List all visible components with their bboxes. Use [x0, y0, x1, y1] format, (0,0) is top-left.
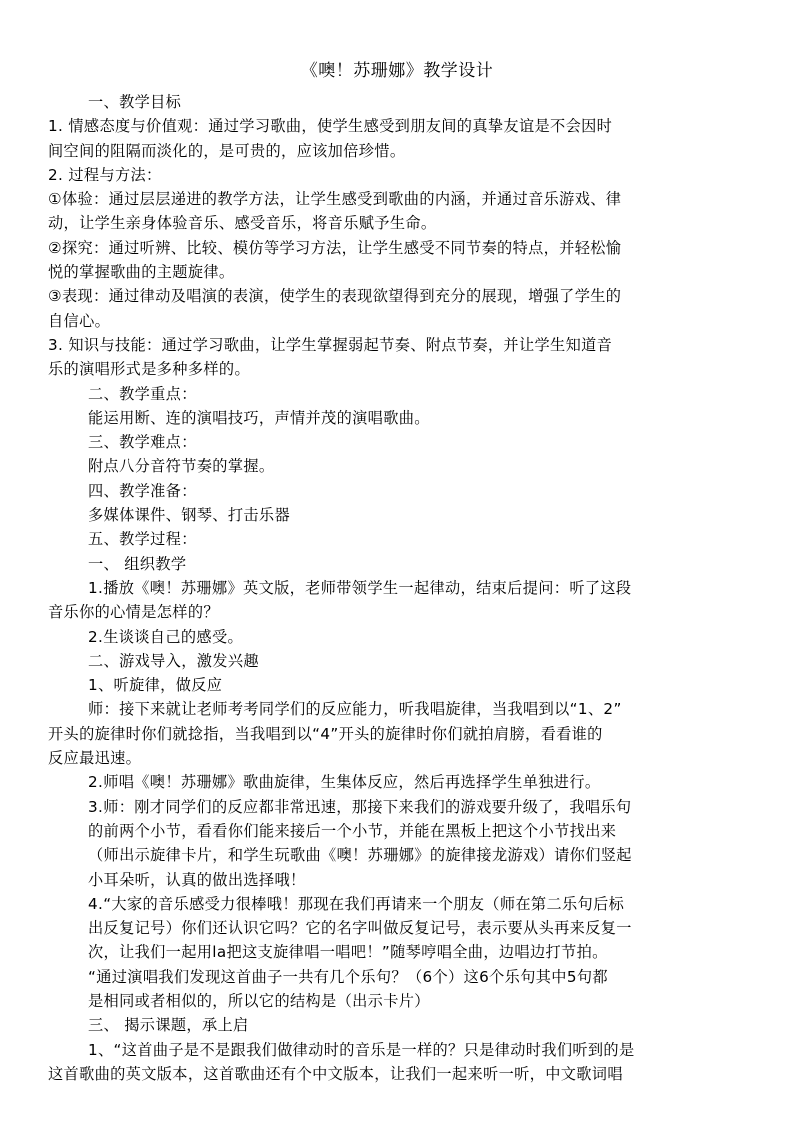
document-line: 3.师：刚才同学们的反应都非常迅速，那接下来我们的游戏要升级了，我唱乐句: [88, 797, 632, 816]
document-line: 是相同或者相似的，所以它的结构是（出示卡片）: [88, 991, 430, 1010]
document-line: 这首歌曲的英文版本，这首歌曲还有个中文版本，让我们一起来听一听，中文歌词唱: [48, 1064, 623, 1083]
document-line: 三、教学难点：: [88, 433, 197, 452]
document-line: 动，让学生亲身体验音乐、感受音乐，将音乐赋予生命。: [48, 214, 437, 233]
document-line: ①体验：通过层层递进的教学方法，让学生感受到歌曲的内涵，并通过音乐游戏、律: [48, 190, 622, 209]
document-title: 《噢！苏珊娜》教学设计: [300, 61, 494, 81]
document-line: 出反复记号）你们还认识它吗？它的名字叫做反复记号，表示要从头再来反复一: [88, 919, 632, 938]
document-line: 三、 揭示课题，承上启: [88, 1016, 249, 1035]
document-line: 1、听旋律，做反应: [88, 676, 223, 695]
document-line: 间空间的阻隔而淡化的，是可贵的，应该加倍珍惜。: [48, 141, 406, 160]
document-line: 开头的旋律时你们就捻指，当我唱到以“4”开头的旋律时你们就拍肩膀，看看谁的: [48, 724, 603, 743]
document-line: 2. 过程与方法：: [48, 165, 162, 184]
document-line: 1、“这首曲子是不是跟我们做律动时的音乐是一样的？只是律动时我们听到的是: [88, 1040, 635, 1059]
document-line: 附点八分音符节奏的掌握。: [88, 457, 275, 476]
document-line: 多媒体课件、钢琴、打击乐器: [88, 506, 290, 525]
document-line: ③表现：通过律动及唱演的表演，使学生的表现欲望得到充分的展现，增强了学生的: [48, 287, 622, 306]
document-line: 师：接下来就让老师考考同学们的反应能力，听我唱旋律，当我唱到以“1、2”: [88, 700, 622, 719]
document-line: 2.生谈谈自己的感受。: [88, 627, 244, 646]
document-line: 3. 知识与技能：通过学习歌曲，让学生掌握弱起节奏、附点节奏，并让学生知道音: [48, 335, 613, 354]
document-line: 能运用断、连的演唱技巧，声情并茂的演唱歌曲。: [88, 408, 430, 427]
document-line: 次，让我们一起用la把这支旋律唱一唱吧！”随琴哼唱全曲，边唱边打节拍。: [88, 943, 608, 962]
document-line: 2.师唱《噢！苏珊娜》歌曲旋律，生集体反应，然后再选择学生单独进行。: [88, 773, 601, 792]
document-line: 自信心。: [48, 311, 111, 330]
document-line: “通过演唱我们发现这首曲子一共有几个乐句？（6个）这6个乐句其中5句都: [88, 967, 608, 986]
document-line: 的前两个小节，看看你们能来接后一个小节，并能在黑板上把这个小节找出来: [88, 821, 617, 840]
document-line: 音乐你的心情是怎样的？: [48, 603, 219, 622]
document-line: 一、 组织教学: [88, 554, 187, 573]
document-line: 4.“大家的音乐感受力很棒哦！那现在我们再请来一个朋友（师在第二乐句后标: [88, 894, 625, 913]
document-line: ②探究：通过听辨、比较、模仿等学习方法，让学生感受不同节奏的特点，并轻松愉: [48, 238, 622, 257]
document-line: 1. 情感态度与价值观：通过学习歌曲，使学生感受到朋友间的真挚友谊是不会因时: [48, 117, 613, 136]
document-line: （师出示旋律卡片，和学生玩歌曲《噢！苏珊娜》的旋律接龙游戏）请你们竖起: [88, 846, 632, 865]
document-line: 小耳朵听，认真的做出选择哦！: [88, 870, 306, 889]
document-line: 悦的掌握歌曲的主题旋律。: [48, 263, 235, 282]
document-line: 反应最迅速。: [48, 749, 142, 768]
document-line: 1.播放《噢！苏珊娜》英文版，老师带领学生一起律动，结束后提问：听了这段: [88, 578, 632, 597]
document-line: 一、教学目标: [88, 93, 182, 111]
document-line: 二、游戏导入，激发兴趣: [88, 651, 259, 670]
document-line: 二、教学重点：: [88, 384, 197, 403]
document-line: 乐的演唱形式是多种多样的。: [48, 360, 250, 379]
document-line: 四、教学准备：: [88, 481, 197, 500]
document-body: [48, 90, 748, 1086]
document-line: 五、教学过程：: [88, 530, 197, 549]
